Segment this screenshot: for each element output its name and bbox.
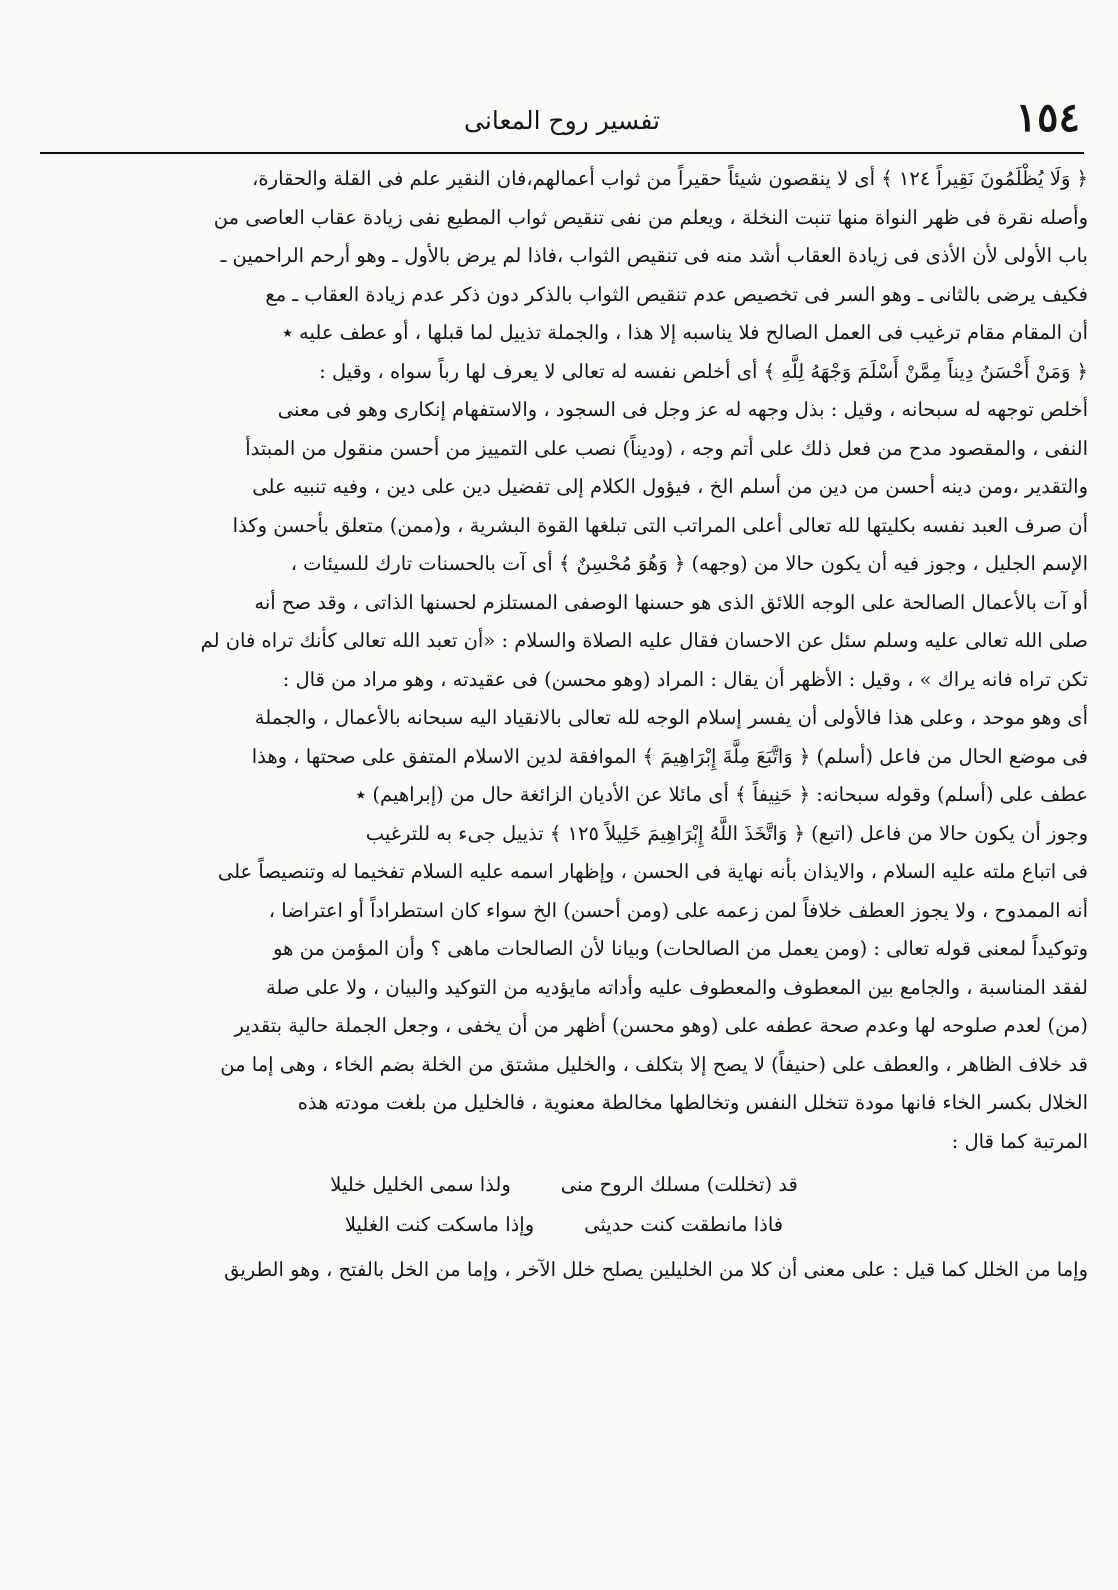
hemistich-right: فاذا مانطقت كنت حديثى <box>584 1213 784 1236</box>
paragraph-2 <box>40 353 1088 815</box>
paragraph-3 <box>40 815 1088 1162</box>
text-line: تكن تراه فانه يراك » ، وقيل : الأظهر أن يقال : المراد (وهو محسن) فى عقيدته ، وهو مراد من قال : <box>282 667 1088 691</box>
text-line: أو آت بالأعمال الصالحة على الوجه اللائق الذى هو حسنها الوصفى المستلزم لحسنها الذاتى ، وقد صح أنه <box>254 590 1088 614</box>
poem-verse <box>40 1165 1088 1205</box>
page-number: ١٥٤ <box>1015 94 1080 141</box>
text-line: النفى ، والمقصود مدح من فعل ذلك على أتم وجه ، (وديناً) نصب على التمييز من أحسن منقول من المبتدأ <box>245 436 1088 460</box>
text-line: أن المقام مقام ترغيب فى العمل الصالح فلا يناسبه إلا هذا ، والجملة تذييل لما قبلها ، أو عطف عليه ٭ <box>282 321 1088 344</box>
page-header <box>40 92 1084 154</box>
text-line: وأصله نقرة فى ظهر النواة منها تنبت النخلة ، ويعلم من نفى تنقيص ثواب المطيع نفى زيادة عقاب العاصى من <box>213 205 1088 229</box>
text-line: عطف على (أسلم) وقوله سبحانه: ﴿ حَنِيفاً ﴾ أى مائلا عن الأديان الزائغة حال من (إبراهيم) ٭ <box>355 783 1088 806</box>
text-line: والتقدير ،ومن دينه أحسن من دين من أسلم الخ ، فيؤول الكلام إلى تفضيل دين على دين ، وفيه تنبيه على <box>252 475 1088 498</box>
text-line: أى وهو موحد ، وعلى هذا فالأولى أن يفسر إسلام الوجه لله تعالى بالانقياد اليه سبحانه بالأعمال ، والجملة <box>254 706 1088 729</box>
text-line: وإما من الخلل كما قيل : على معنى أن كلا من الخليلين يصلح خلل الآخر ، وإما من الخل بالفتح ، وهو الطريق <box>224 1258 1088 1281</box>
closing-paragraph <box>40 1251 1088 1290</box>
text-line: ﴿ وَمَنْ أَحْسَنُ دِيناً مِمَّنْ أَسْلَمَ وَجْهَهُ لِلَّهِ ﴾ أى أخلص نفسه له تعالى لا يعرف لها رباً سواه ، وقيل : <box>319 359 1088 383</box>
running-title: تفسير روح المعانى <box>464 106 660 135</box>
text-line: الإسم الجليل ، وجوز فيه أن يكون حالا من (وجهه) ﴿ وَهُوَ مُحْسِنٌ ﴾ أى آت بالحسنات تارك للسيئات ، <box>290 552 1088 575</box>
text-line: أنه الممدوح ، ولا يجوز العطف خلافاً لمن زعمه على (ومن أحسن) الخ سواء كان استطراداً أو اعتراضا ، <box>268 898 1088 922</box>
hemistich-right: قد (تخللت) مسلك الروح منى <box>560 1173 798 1196</box>
text-line: المرتبة كما قال : <box>951 1129 1088 1153</box>
paragraph-1 <box>40 160 1088 353</box>
text-line: وتوكيداً لمعنى قوله تعالى : (ومن يعمل من الصالحات) وبيانا لأن الصالحات ماهى ؟ وأن المؤمن من هو <box>273 937 1088 960</box>
body-text <box>40 160 1088 1460</box>
text-line: لفقد المناسبة ، والجامع بين المعطوف والمعطوف عليه وأداته مايؤديه من التوكيد والبيان ، ولا على صلة <box>265 975 1088 999</box>
hemistich-left: ولذا سمى الخليل خليلا <box>330 1173 511 1196</box>
text-line: وجوز أن يكون حالا من فاعل (اتبع) ﴿ وَاتَّخَذَ اللَّهُ إِبْرَاهِيمَ خَلِيلاً ١٢٥ ﴾ تذييل جىء به للترغيب <box>365 821 1088 845</box>
text-line: باب الأولى لأن الأذى فى زيادة العقاب أشد منه فى تنقيص الثواب ،فاذا لم يرض بالأول ـ وهو أرحم الراحمين ـ <box>220 244 1088 267</box>
poem <box>40 1165 1088 1245</box>
poem-verse <box>40 1205 1088 1245</box>
text-line: فكيف يرضى بالثانى ـ وهو السر فى تخصيص عدم تنقيص الثواب بالذكر دون ذكر عدم زيادة العقاب ـ مع <box>265 282 1088 306</box>
text-line: أخلص توجهه له سبحانه ، وقيل : بذل وجهه له عز وجل فى السجود ، والاستفهام إنكارى وهو فى معنى <box>277 398 1088 421</box>
hemistich-left: وإذا ماسكت كنت الغليلا <box>344 1213 535 1236</box>
text-line: ﴿ وَلَا يُظْلَمُونَ نَقِيراً ١٢٤ ﴾ أى لا ينقصون شيئاً حقيراً من ثواب أعمالهم،فان النقير علم فى القلة والحقارة، <box>252 167 1088 190</box>
text-line: صلى الله تعالى عليه وسلم سئل عن الاحسان فقال عليه الصلاة والسلام : «أن تعبد الله تعالى كأنك تراه فان لم <box>200 629 1088 652</box>
text-line: فى اتباع ملته عليه السلام ، والايذان بأنه نهاية فى الحسن ، وإظهار اسمه عليه السلام تفخيما له وتنصيصاً على <box>217 860 1088 883</box>
text-line: قد خلاف الظاهر ، والعطف على (حنيفاً) لا يصح إلا بتكلف ، والخليل مشتق من الخلة بضم الخاء ، وهى إما من <box>220 1052 1088 1076</box>
text-line: (من) لعدم صلوحه لها وعدم صحة عطفه على (وهو محسن) أظهر من أن يخفى ، وجعل الجملة حالية بتقدير <box>234 1014 1088 1037</box>
text-line: فى موضع الحال من فاعل (أسلم) ﴿ وَاتَّبَعَ مِلَّةَ إِبْرَاهِيمَ ﴾ الموافقة لدين الاسلام المتفق على صحتها ، وهذا <box>251 744 1088 768</box>
text-line: أن صرف العبد نفسه بكليتها لله تعالى أعلى المراتب التى تبلغها القوة البشرية ، و(ممن) متعلق بأحسن وكذا <box>232 513 1088 537</box>
text-line: الخلال بكسر الخاء فانها مودة تتخلل النفس وتخالطها مخالطة معنوية ، فالخليل من بلغت مودته هذه <box>297 1091 1088 1114</box>
